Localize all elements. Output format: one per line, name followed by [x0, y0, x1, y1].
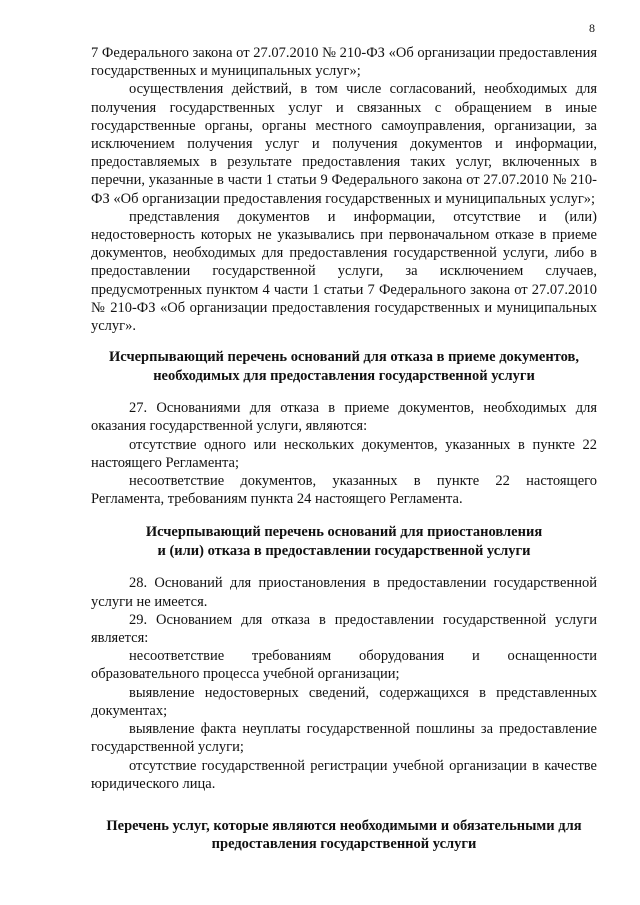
paragraph-actions-approvals: осуществления действий, в том числе согласований, необходимых для получения государственных услуг и связанных с обращением в иные государственные органы, органы местного самоуправления, организации, за исключением получения услуг и получения документов и информации, предоставляемых в результате предоставления таких услуг, включенных в перечни, указанные в части 1 статьи 9 Федерального закона от 27.07.2010 № 210-ФЗ «Об организации предоставления государственных и муниципальных услуг»;	[91, 81, 597, 207]
paragraph-law-reference: 7 Федерального закона от 27.07.2010 № 210-ФЗ «Об организации предоставления государственных и муниципальных услуг»;	[91, 45, 597, 80]
heading-line: необходимых для предоставления государственной услуги	[153, 367, 535, 384]
heading-line: и (или) отказа в предоставлении государственной услуги	[157, 542, 531, 559]
paragraph-no-registration: отсутствие государственной регистрации учебной организации в качестве юридического лица.	[91, 757, 597, 792]
document-body	[91, 44, 597, 854]
paragraph-equipment-noncompliance: несоответствие требованиям оборудования и оснащенности образовательного процесса учебной организации;	[91, 648, 597, 683]
paragraph-item-27: 27. Основаниями для отказа в приеме документов, необходимых для оказания государственной услуги, являются:	[91, 400, 597, 435]
section-heading-suspension-refusal	[91, 523, 597, 560]
paragraph-false-information: выявление недостоверных сведений, содержащихся в представленных документах;	[91, 684, 597, 719]
paragraph-item-29: 29. Основанием для отказа в предоставлении государственной услуги является:	[91, 611, 597, 647]
section-heading-required-services	[91, 817, 597, 854]
paragraph-documents-information: представления документов и информации, отсутствие и (или) недостоверность которых не указывались при первоначальном отказе в приеме документов, необходимых для предоставления государственной услуги, либо в предоставлении государственной услуги, за исключением случаев, предусмотренных пунктом 4 части 1 статьи 7 Федерального закона от 27.07.2010 № 210-ФЗ «Об организации предоставления государственных и муниципальных услуг».	[91, 208, 597, 335]
paragraph-unpaid-fee: выявление факта неуплаты государственной пошлины за предоставление государственной услуги;	[91, 721, 597, 756]
paragraph-noncompliance-documents: несоответствие документов, указанных в пункте 22 настоящего Регламента, требованиям пункта 24 настоящего Регламента.	[91, 473, 597, 508]
page-number: 8	[589, 21, 595, 35]
section-heading-refusal-acceptance	[91, 348, 597, 385]
paragraph-missing-documents: отсутствие одного или нескольких документов, указанных в пункте 22 настоящего Регламента;	[91, 436, 597, 471]
heading-line: Исчерпывающий перечень оснований для приостановления	[145, 524, 543, 541]
heading-line: Исчерпывающий перечень оснований для отказа в приеме документов,	[109, 349, 579, 366]
heading-line: Перечень услуг, которые являются необходимыми и обязательными для	[106, 817, 582, 834]
heading-line: предоставления государственной услуги	[211, 836, 477, 853]
paragraph-item-28: 28. Оснований для приостановления в предоставлении государственной услуги не имеется.	[91, 575, 597, 610]
